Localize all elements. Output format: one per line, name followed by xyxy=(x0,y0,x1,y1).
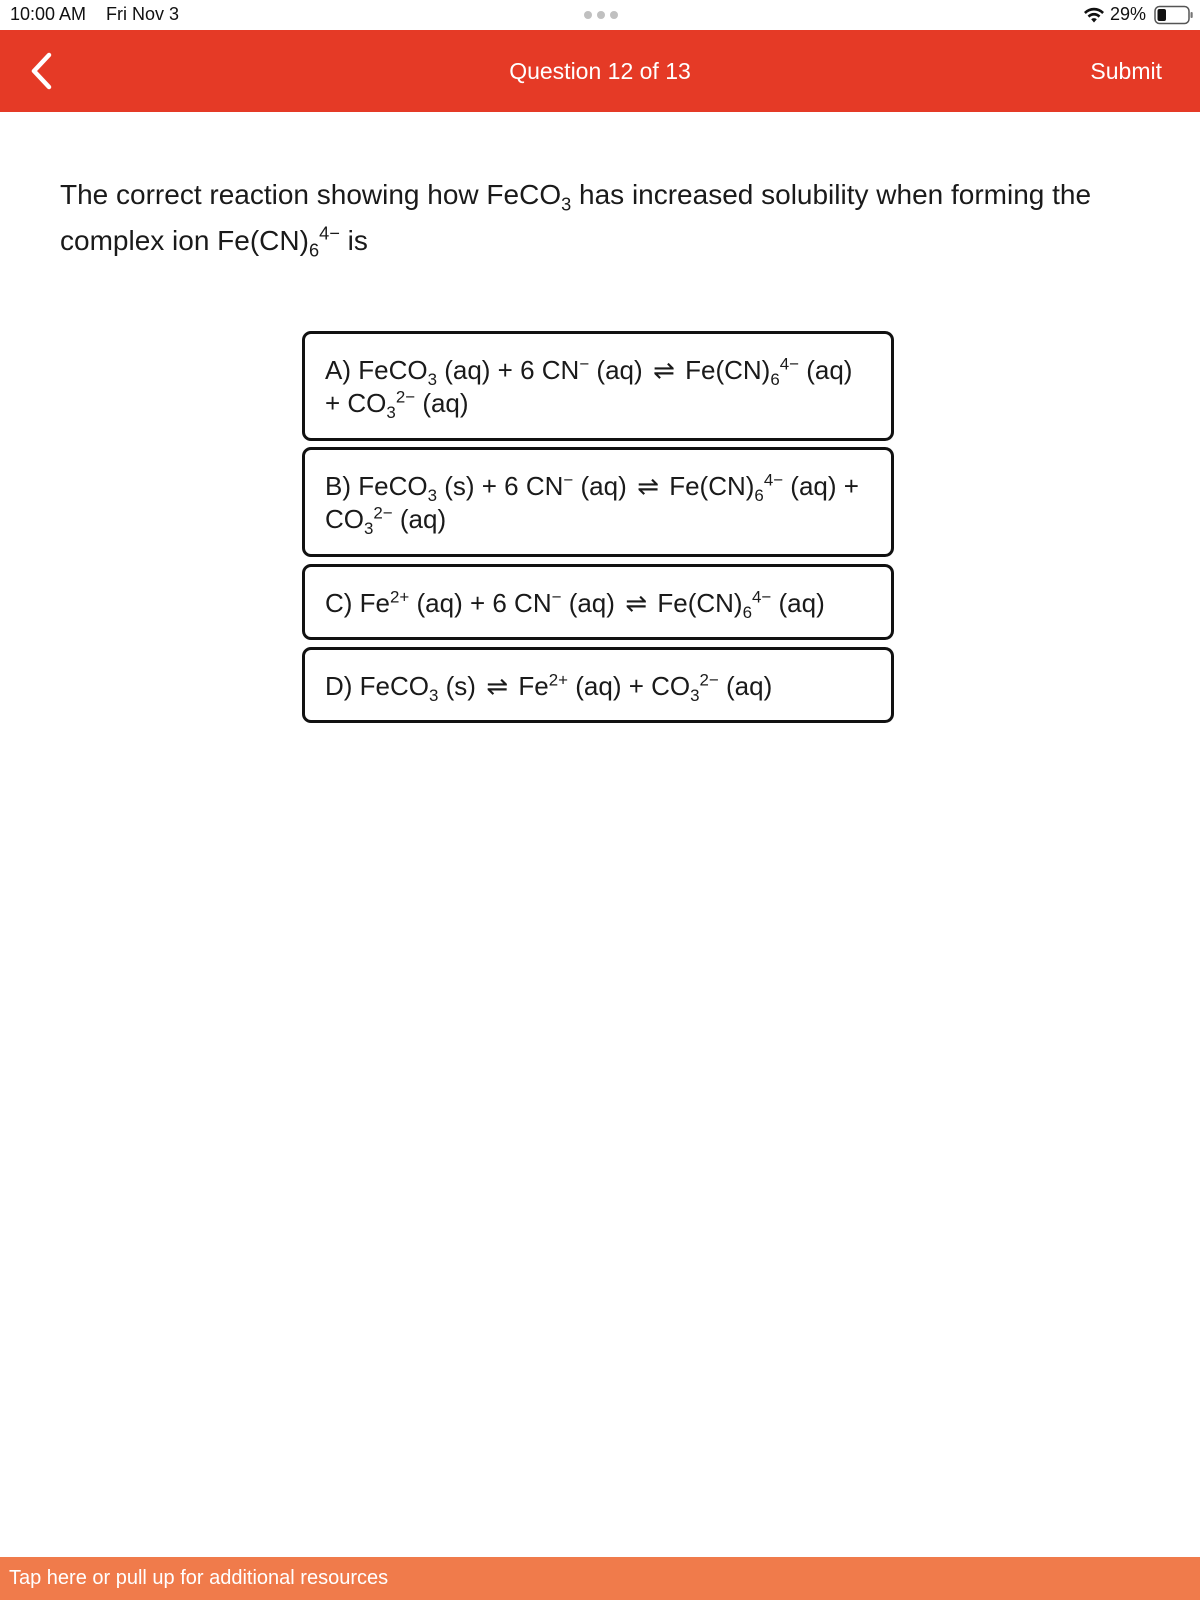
superscript: 2− xyxy=(395,387,416,407)
option-text: (aq) xyxy=(771,588,825,618)
question-suffix: is xyxy=(339,225,368,256)
page-title: Question 12 of 13 xyxy=(509,58,691,84)
status-date: Fri Nov 3 xyxy=(106,4,180,24)
superscript: 2+ xyxy=(390,587,410,607)
option-text: A) FeCO xyxy=(325,355,428,385)
option-text: Fe(CN) xyxy=(661,471,755,501)
answer-option-d[interactable] xyxy=(302,647,894,723)
question-middle: has increased solubility when forming the complex ion Fe(CN) xyxy=(60,179,1092,256)
option-text: Fe(CN) xyxy=(650,588,743,618)
option-text: (aq) xyxy=(573,471,634,501)
superscript: 4− xyxy=(763,470,784,490)
subscript: 3 xyxy=(386,403,396,423)
question-ion-charge: 4− xyxy=(319,223,340,244)
subscript: 6 xyxy=(742,603,752,623)
option-text: D) FeCO xyxy=(325,671,429,701)
superscript: − xyxy=(551,587,562,607)
subscript: 6 xyxy=(754,486,764,506)
question-text xyxy=(60,172,1150,264)
subscript: 3 xyxy=(364,519,374,539)
superscript: 2+ xyxy=(548,670,569,690)
subscript: 6 xyxy=(770,370,780,390)
subscript: 3 xyxy=(429,686,439,706)
answer-option-a[interactable] xyxy=(302,331,894,441)
submit-button[interactable]: Submit xyxy=(1090,58,1162,84)
question-ion-subscript: 6 xyxy=(308,240,320,261)
answer-option-c[interactable] xyxy=(302,564,894,640)
option-text: Fe(CN) xyxy=(677,355,771,385)
option-text: (aq) xyxy=(718,671,773,701)
superscript: 2− xyxy=(373,503,393,523)
option-text: (aq) xyxy=(415,388,469,418)
option-text: (aq) xyxy=(392,504,447,534)
option-text: Fe xyxy=(511,671,549,701)
battery-icon xyxy=(1154,5,1194,25)
equilibrium-arrow-icon: ⇌ xyxy=(637,471,659,501)
subscript: 3 xyxy=(427,486,437,506)
back-button[interactable] xyxy=(22,48,62,94)
resources-label: Tap here or pull up for additional resources xyxy=(9,1567,389,1589)
option-text: (aq) + 6 CN xyxy=(436,355,580,385)
superscript: 2− xyxy=(699,670,719,690)
more-dots-icon[interactable] xyxy=(584,11,618,19)
equilibrium-arrow-icon: ⇌ xyxy=(652,355,675,385)
option-text: (aq) + CO xyxy=(568,671,691,701)
answer-option-b[interactable] xyxy=(302,447,894,557)
option-text: (aq) xyxy=(589,355,650,385)
app-header xyxy=(0,30,1200,112)
battery-percentage: 29% xyxy=(1110,4,1147,24)
option-text: (aq) xyxy=(561,588,623,618)
question-subscript: 3 xyxy=(561,194,572,215)
wifi-icon xyxy=(1083,6,1105,24)
status-time: 10:00 AM xyxy=(10,4,87,24)
option-text: (aq) + CO xyxy=(325,355,853,418)
equilibrium-arrow-icon: ⇌ xyxy=(625,588,648,618)
status-bar xyxy=(0,0,1200,30)
option-text: C) Fe xyxy=(325,588,390,618)
option-text: B) FeCO xyxy=(325,471,428,501)
superscript: 4− xyxy=(752,587,772,607)
superscript: 4− xyxy=(779,354,799,374)
resources-bar[interactable] xyxy=(0,1557,1200,1600)
option-text: (s) + 6 CN xyxy=(436,471,564,501)
chevron-left-icon xyxy=(22,48,62,94)
subscript: 3 xyxy=(427,370,437,390)
question-prefix: The correct reaction showing how FeCO xyxy=(60,179,562,210)
option-text: (aq) + 6 CN xyxy=(409,588,552,618)
equilibrium-arrow-icon: ⇌ xyxy=(486,671,509,701)
option-text: (aq) + CO xyxy=(325,471,859,534)
superscript: − xyxy=(579,354,590,374)
option-text: (s) xyxy=(438,671,484,701)
subscript: 3 xyxy=(690,686,700,706)
superscript: − xyxy=(563,470,574,490)
